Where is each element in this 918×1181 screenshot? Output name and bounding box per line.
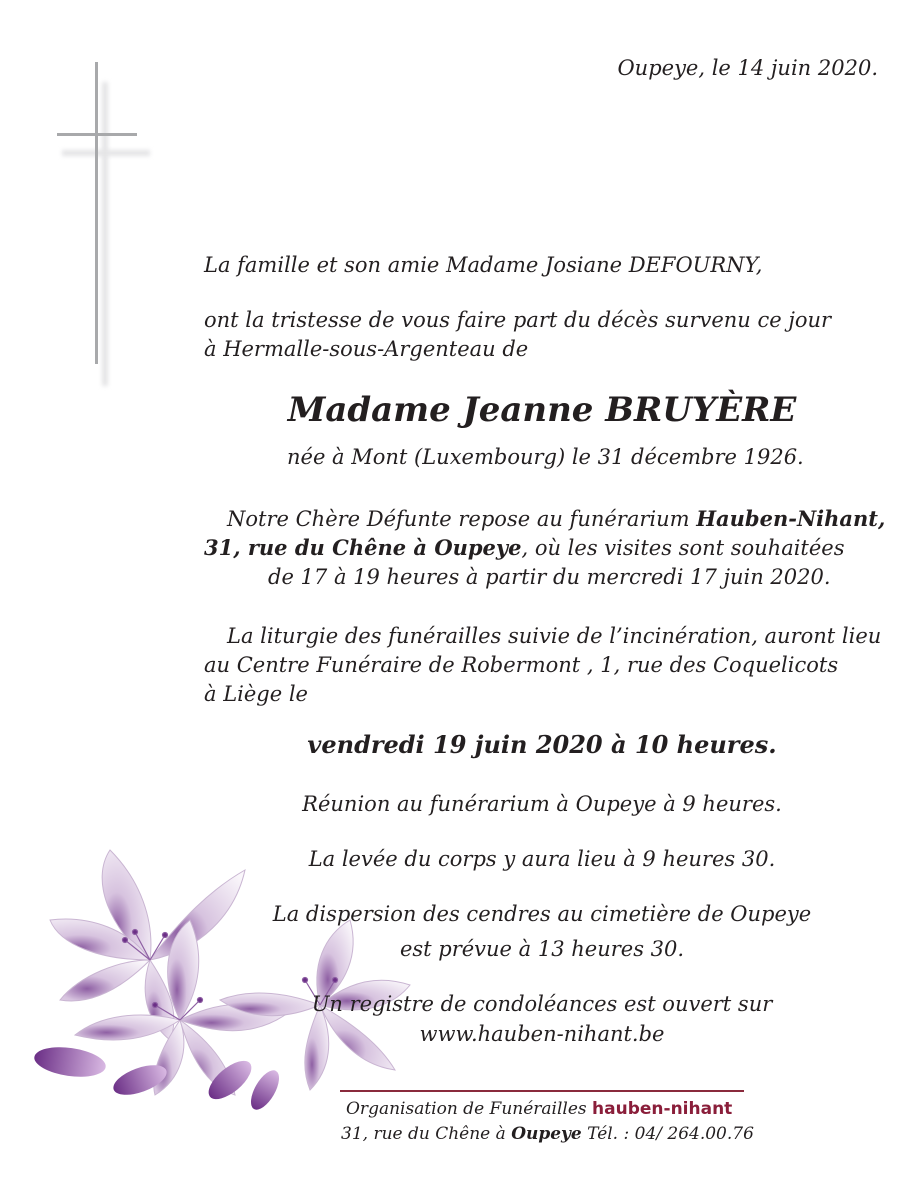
- footer-phone: Tél. : 04/ 264.00.76: [581, 1124, 754, 1144]
- visitation-text-2: , où les visites sont souhaitées: [521, 536, 845, 560]
- dispersion-line-2: est prévue à 13 heures 30.: [399, 937, 685, 961]
- reunion-info: Réunion au funérarium à Oupeye à 9 heures.: [302, 792, 782, 816]
- intro-line-1: La famille et son amie Madame Josiane DEFOURNY,: [204, 253, 763, 277]
- visitation-line-2: [204, 533, 845, 563]
- registry-line-1: Un registre de condoléances est ouvert sur: [311, 992, 773, 1016]
- footer-organisation: [346, 1099, 732, 1119]
- visitation-line-1: [227, 504, 885, 534]
- place-date: Oupeye, le 14 juin 2020.: [617, 56, 878, 80]
- cross-shadow-horizontal: [62, 150, 150, 156]
- footer-address: [341, 1124, 754, 1144]
- footer-address-text: 31, rue du Chêne à: [341, 1124, 512, 1144]
- cross-icon-bar: [57, 133, 137, 136]
- dispersion-line-1: La dispersion des cendres au cimetière de Oupeye: [272, 902, 812, 926]
- cross-icon: [95, 62, 98, 364]
- registry-url[interactable]: www.hauben-nihant.be: [419, 1022, 665, 1046]
- ceremony-line-1: La liturgie des funérailles suivie de l’incinération, auront lieu: [227, 624, 882, 648]
- intro-line-2: ont la tristesse de vous faire part du décès survenu ce jour: [204, 308, 832, 332]
- visitation-text: Notre Chère Défunte repose au funérarium: [227, 507, 697, 531]
- cross-shadow-vertical: [102, 82, 108, 386]
- footer-org-text: Organisation de Funérailles: [346, 1099, 593, 1119]
- levee-info: La levée du corps y aura lieu à 9 heures 30.: [308, 847, 776, 871]
- intro-line-3: à Hermalle-sous-Argenteau de: [204, 337, 529, 361]
- brand-logo: hauben-nihant: [592, 1099, 733, 1119]
- ceremony-datetime: vendredi 19 juin 2020 à 10 heures.: [307, 730, 777, 759]
- funeral-home-name: Hauben-Nihant,: [696, 506, 886, 531]
- funeral-home-address: 31, rue du Chêne à Oupeye: [204, 535, 522, 560]
- lily-flowers-image: [30, 840, 450, 1110]
- deceased-name: Madame Jeanne BRUYÈRE: [287, 390, 797, 430]
- footer-city: Oupeye: [511, 1124, 582, 1144]
- birth-info: née à Mont (Luxembourg) le 31 décembre 1926.: [287, 445, 804, 469]
- ceremony-line-3: à Liège le: [204, 682, 308, 706]
- visitation-line-3: de 17 à 19 heures à partir du mercredi 17 juin 2020.: [268, 565, 831, 589]
- footer-divider: [340, 1090, 744, 1092]
- ceremony-line-2: au Centre Funéraire de Robermont , 1, rue des Coquelicots: [204, 653, 839, 677]
